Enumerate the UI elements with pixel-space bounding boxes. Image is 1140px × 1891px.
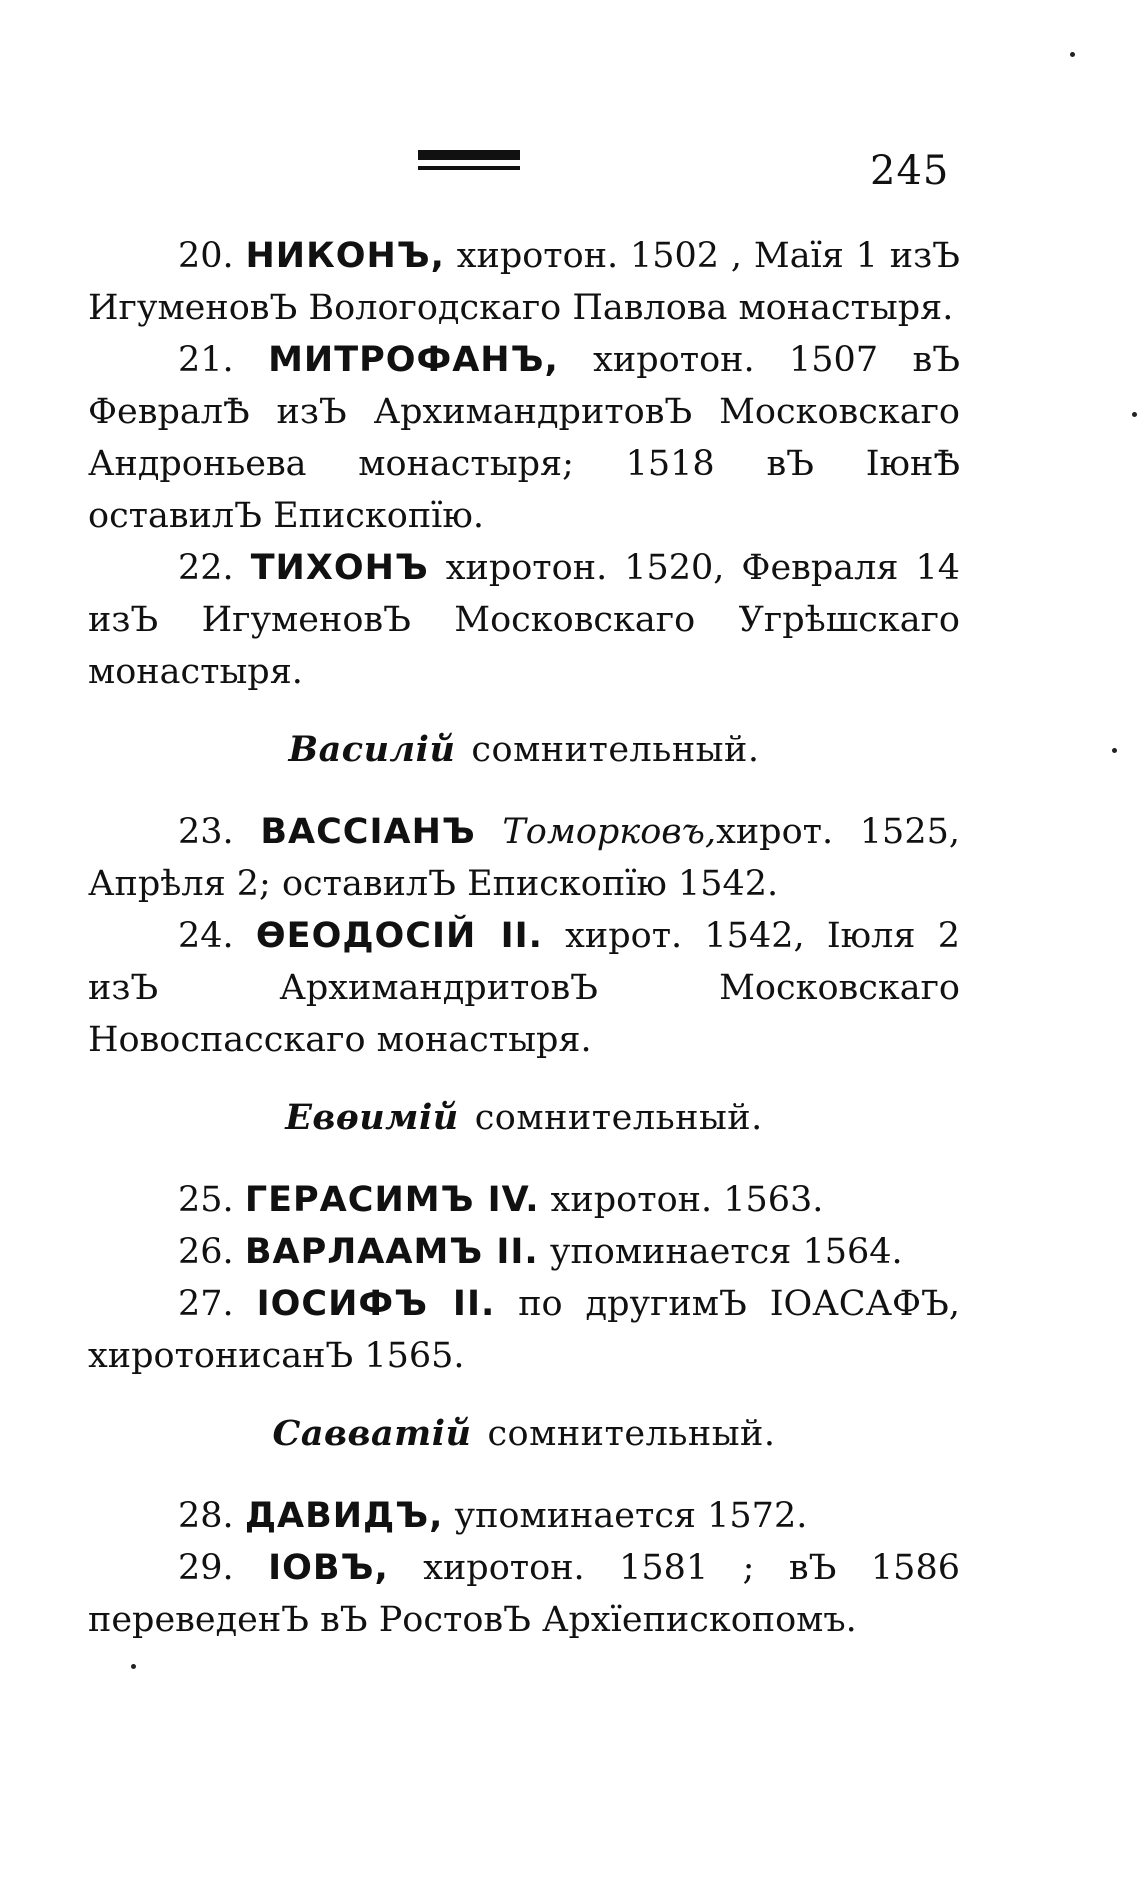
print-speck — [1070, 52, 1075, 57]
entry-28: 28. ДАВИДЪ, упоминается 1572. — [178, 1496, 808, 1536]
entry-26: 26. ВАРЛААМЪ II. упоминается 1564. — [178, 1232, 903, 1272]
print-speck — [131, 1664, 136, 1669]
entry-29: 29. ІОВЪ, хиротон. 1581 ; вЪ 1586 переведенЪ вЪ РостовЪ Архїепископомъ. — [88, 1548, 960, 1640]
entry-22: 22. ТИХОНЪ хиротон. 1520, Февраля 14 изЪ ИгуменовЪ Московскаго Угрѣшскаго монастыря. — [88, 548, 960, 692]
entry-27: 27. ІОСИФЪ II. по другимЪ ІОАСАФЪ, хиротонисанЪ 1565. — [88, 1284, 960, 1376]
doubtful-note: Евѳимій сомнительный. — [285, 1097, 763, 1138]
print-speck — [1112, 748, 1117, 753]
page-number: 245 — [870, 148, 950, 194]
doubtful-note: Савватій сомнительный. — [272, 1413, 776, 1454]
entry-20: 20. НИКОНЪ, хиротон. 1502 , Маїя 1 изЪ ИгуменовЪ Вологодскаго Павлова монастыря. — [88, 236, 960, 328]
header-rule — [418, 150, 520, 176]
doubtful-note: Василій сомнительный. — [288, 729, 760, 770]
entry-24: 24. ѲЕОДОСІЙ II. хирот. 1542, Іюля 2 изЪ АрхимандритовЪ Московскаго Новоспасскаго монастыря. — [88, 916, 960, 1060]
entries-list — [88, 230, 960, 1646]
entry-21: 21. МИТРОФАНЪ, хиротон. 1507 вЪ ФевралѢ изЪ АрхимандритовЪ Московскаго Андроньева монастыря; 1518 вЪ ІюнѢ оставилЪ Епископїю. — [88, 340, 960, 536]
print-speck — [1132, 412, 1137, 417]
entry-25: 25. ГЕРАСИМЪ IV. хиротон. 1563. — [178, 1180, 824, 1220]
entry-23: 23. ВАССІАНЪ Томорковъ,хирот. 1525, Апрѣля 2; оставилЪ Епископїю 1542. — [88, 812, 960, 904]
